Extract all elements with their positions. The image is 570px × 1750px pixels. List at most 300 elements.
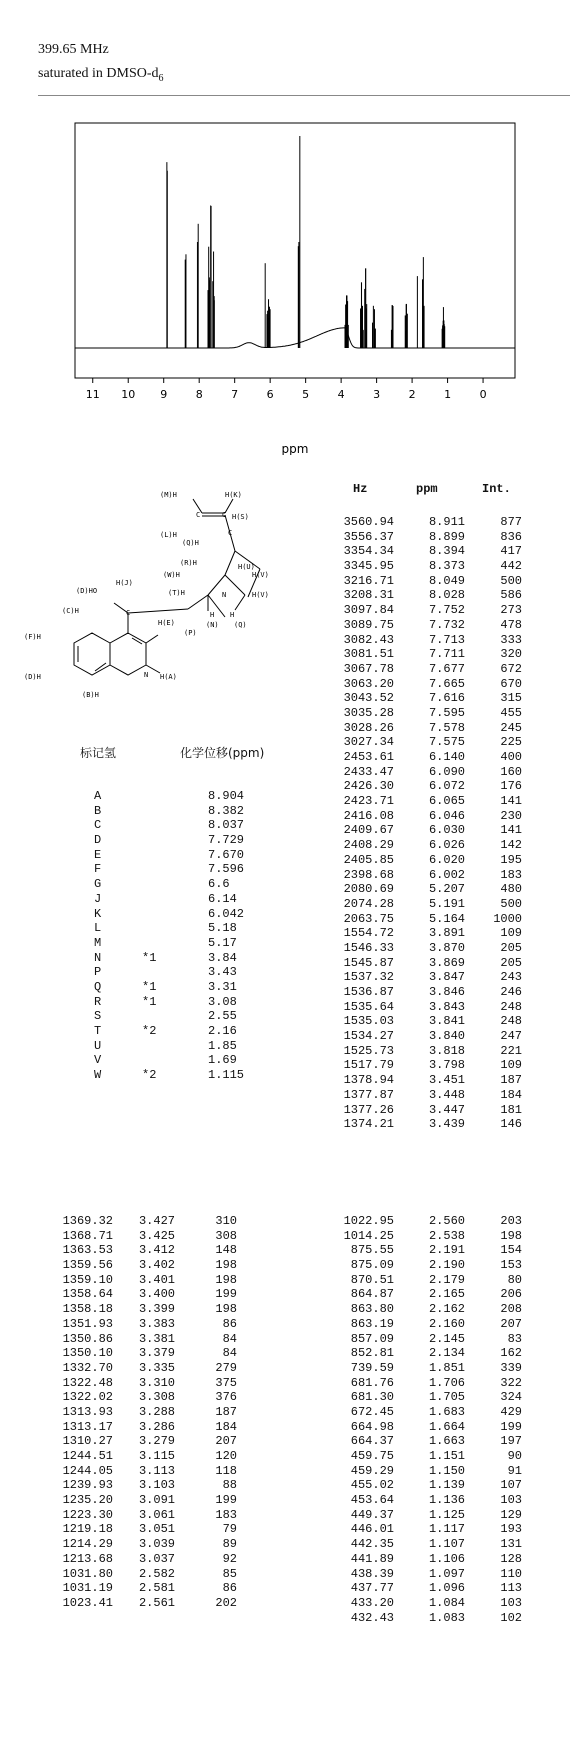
peak-ppm: 1.683 — [428, 1404, 465, 1419]
assignment-header-label: 标记氢 — [80, 746, 117, 760]
hydrogen-label: T — [94, 1024, 102, 1038]
peak-ppm: 3.288 — [138, 1404, 175, 1419]
peak-ppm: 3.401 — [138, 1272, 175, 1287]
peak-hz: 864.87 — [350, 1287, 394, 1302]
peak-row — [0, 1508, 570, 1523]
peak-row — [0, 544, 570, 559]
hydrogen-label: D — [94, 833, 102, 848]
peak-hz: 870.51 — [350, 1272, 394, 1287]
peak-intensity: 141 — [500, 794, 522, 809]
peak-ppm: 7.616 — [428, 691, 465, 706]
peak-row — [0, 1449, 570, 1464]
peak-hz: 3354.34 — [343, 544, 394, 559]
peak-row — [0, 838, 570, 853]
peak-intensity: 176 — [500, 779, 522, 794]
peak-intensity: 162 — [500, 1346, 522, 1361]
peak-ppm: 7.578 — [428, 720, 465, 735]
atom-label: (W)H — [163, 571, 180, 579]
header-divider — [38, 95, 570, 96]
hydrogen-label: R — [94, 994, 102, 1009]
peak-row — [0, 1000, 570, 1015]
peak-row — [0, 1014, 570, 1029]
peak-hz: 2398.68 — [343, 867, 394, 882]
peak-intensity: 320 — [500, 647, 522, 662]
peak-row — [0, 706, 570, 721]
peak-hz: 3216.71 — [343, 573, 394, 588]
peak-ppm: 1.136 — [428, 1493, 465, 1508]
peak-intensity: 248 — [500, 1014, 522, 1029]
peak-row — [0, 530, 570, 545]
peak-ppm: 2.162 — [428, 1302, 465, 1317]
peak-ppm: 1.096 — [428, 1581, 465, 1596]
peak-row — [0, 882, 570, 897]
peak-hz: 875.55 — [350, 1243, 394, 1258]
peak-hz: 1534.27 — [343, 1029, 394, 1044]
peak-intensity: 500 — [500, 573, 522, 588]
peak-hz: 3556.37 — [343, 529, 394, 544]
peak-intensity: 84 — [222, 1331, 237, 1346]
peak-intensity: 83 — [507, 1331, 522, 1346]
peak-ppm: 3.447 — [428, 1102, 465, 1117]
peak-intensity: 184 — [215, 1419, 237, 1434]
peak-row — [0, 1044, 570, 1059]
atom-label: H(A) — [160, 673, 177, 681]
peak-row — [0, 941, 570, 956]
peak-hz: 2453.61 — [343, 750, 394, 764]
peak-row — [0, 1346, 570, 1361]
peak-row — [0, 1390, 570, 1405]
peak-ppm: 3.379 — [138, 1346, 175, 1361]
x-axis-label: ppm — [281, 442, 309, 455]
peak-row — [0, 647, 570, 662]
peak-hz: 1322.02 — [62, 1390, 113, 1405]
peak-table-1 — [0, 515, 570, 1132]
peak-hz: 1350.10 — [62, 1346, 113, 1361]
chemical-shift: 3.08 — [208, 994, 237, 1009]
atom-label: C — [196, 511, 201, 519]
chemical-shift: 6.042 — [208, 906, 245, 921]
peak-row — [0, 1567, 570, 1582]
peak-intensity: 322 — [500, 1375, 522, 1390]
peak-ppm: 3.335 — [138, 1360, 175, 1375]
peak-hz: 1374.21 — [343, 1117, 394, 1132]
peak-hz: 1358.18 — [62, 1302, 113, 1317]
peak-hz: 2416.08 — [343, 808, 394, 823]
peak-row — [0, 1243, 570, 1258]
peak-intensity: 246 — [500, 985, 522, 999]
peak-hz: 438.39 — [350, 1566, 394, 1581]
peak-hz: 1244.51 — [62, 1449, 113, 1463]
peak-row — [0, 1434, 570, 1449]
peak-ppm: 3.061 — [138, 1507, 175, 1522]
peak-intensity: 315 — [500, 691, 522, 706]
chemical-shift: 8.382 — [208, 803, 245, 818]
chemical-shift: 8.037 — [208, 818, 245, 833]
peak-row — [0, 1537, 570, 1552]
peak-ppm: 3.115 — [138, 1449, 175, 1463]
peak-intensity: 102 — [500, 1610, 522, 1625]
peak-hz: 1022.95 — [343, 1214, 394, 1228]
peak-row — [0, 735, 570, 750]
peak-intensity: 205 — [500, 955, 522, 970]
peak-intensity: 129 — [500, 1507, 522, 1522]
chemical-shift: 7.729 — [208, 833, 245, 848]
peak-intensity: 243 — [500, 970, 522, 985]
peak-intensity: 877 — [500, 515, 522, 529]
peak-row — [0, 1273, 570, 1288]
peak-ppm: 3.286 — [138, 1419, 175, 1434]
atom-label: H(U) — [238, 563, 255, 571]
peak-row — [0, 1058, 570, 1073]
peak-hz: 3208.31 — [343, 588, 394, 603]
peak-intensity: 193 — [500, 1522, 522, 1537]
x-tick-label: 11 — [85, 388, 100, 401]
peak-hz: 442.35 — [350, 1537, 394, 1552]
peak-hz: 1213.68 — [62, 1551, 113, 1566]
chemical-shift: 6.14 — [208, 891, 237, 906]
peak-hz: 2426.30 — [343, 779, 394, 794]
peak-ppm: 1.706 — [428, 1375, 465, 1390]
peak-ppm: 3.439 — [428, 1117, 465, 1132]
peak-intensity: 148 — [215, 1243, 237, 1258]
peak-ppm: 8.899 — [428, 529, 465, 544]
peak-row — [0, 970, 570, 985]
peak-hz: 1546.33 — [343, 940, 394, 955]
peak-hz: 681.30 — [350, 1390, 394, 1405]
peak-ppm: 3.843 — [428, 999, 465, 1014]
peak-intensity: 120 — [215, 1449, 237, 1463]
peak-ppm: 1.107 — [428, 1537, 465, 1552]
peak-hz: 1537.32 — [343, 970, 394, 985]
peak-hz: 1545.87 — [343, 955, 394, 970]
peak-intensity: 339 — [500, 1360, 522, 1375]
atom-label: (T)H — [168, 589, 185, 597]
atom-label: C — [228, 529, 233, 537]
x-tick-label: 5 — [302, 388, 310, 401]
peak-row — [0, 1361, 570, 1376]
atom-label: (D)H — [24, 673, 41, 681]
peak-ppm: 3.399 — [138, 1302, 175, 1317]
peak-intensity: 160 — [500, 764, 522, 779]
peak-intensity: 113 — [500, 1581, 522, 1596]
peak-hz: 852.81 — [350, 1346, 394, 1361]
peak-ppm: 8.028 — [428, 588, 465, 603]
peak-hz: 664.37 — [350, 1434, 394, 1449]
peak-row — [0, 794, 570, 809]
peak-row — [0, 1420, 570, 1435]
peak-ppm: 8.911 — [428, 515, 465, 529]
peak-ppm: 6.002 — [428, 867, 465, 882]
peak-intensity: 333 — [500, 632, 522, 647]
peak-ppm: 3.425 — [138, 1228, 175, 1243]
peak-hz: 3560.94 — [343, 515, 394, 529]
peak-ppm: 3.308 — [138, 1390, 175, 1405]
atom-label: (F)H — [24, 633, 41, 641]
hydrogen-label: L — [94, 921, 102, 936]
peak-intensity: 247 — [500, 1029, 522, 1044]
peak-ppm: 8.373 — [428, 559, 465, 574]
peak-ppm: 1.150 — [428, 1463, 465, 1478]
peak-row — [0, 809, 570, 824]
plot-frame — [75, 123, 515, 378]
peak-row — [0, 1317, 570, 1332]
peak-row — [0, 1258, 570, 1273]
peak-hz: 1014.25 — [343, 1228, 394, 1243]
peak-ppm: 1.705 — [428, 1390, 465, 1405]
peak-intensity: 187 — [215, 1404, 237, 1419]
peak-intensity: 230 — [500, 808, 522, 823]
peak-intensity: 128 — [500, 1551, 522, 1566]
peak-ppm: 3.103 — [138, 1478, 175, 1493]
assignment-note: *2 — [142, 1024, 157, 1038]
peak-ppm: 8.394 — [428, 544, 465, 559]
peak-hz: 441.89 — [350, 1551, 394, 1566]
peak-intensity: 198 — [215, 1272, 237, 1287]
peak-hz: 2433.47 — [343, 764, 394, 779]
peak-table-3 — [0, 1214, 570, 1625]
peak-row — [0, 1581, 570, 1596]
peak-ppm: 1.097 — [428, 1566, 465, 1581]
peak-hz: 739.59 — [350, 1360, 394, 1375]
peak-intensity: 273 — [500, 603, 522, 618]
peak-hz: 1535.64 — [343, 999, 394, 1014]
peak-hz: 3028.26 — [343, 720, 394, 735]
peak-intensity: 103 — [500, 1595, 522, 1610]
peak-ppm: 7.665 — [428, 676, 465, 691]
hydrogen-label: J — [94, 891, 102, 906]
chemical-shift: 6.6 — [208, 877, 230, 892]
hydrogen-label: F — [94, 862, 102, 877]
peak-ppm: 3.051 — [138, 1522, 175, 1537]
peak-row — [0, 1103, 570, 1118]
peak-ppm: 3.383 — [138, 1316, 175, 1331]
peak-hz: 1235.20 — [62, 1493, 113, 1508]
peak-row — [0, 1029, 570, 1044]
peak-intensity: 153 — [500, 1258, 522, 1273]
peak-intensity: 183 — [215, 1507, 237, 1522]
peak-hz: 1378.94 — [343, 1073, 394, 1088]
peak-intensity: 417 — [500, 544, 522, 559]
peak-intensity: 205 — [500, 940, 522, 955]
peak-row — [0, 515, 570, 530]
hydrogen-label: Q — [94, 979, 102, 994]
peak-ppm: 2.145 — [428, 1331, 465, 1346]
peak-intensity: 248 — [500, 999, 522, 1014]
peak-intensity: 1000 — [493, 911, 522, 926]
peak-row — [0, 1611, 570, 1626]
peak-hz: 1377.26 — [343, 1102, 394, 1117]
atom-label: (D)HO — [76, 587, 98, 595]
peak-table-header-int: Int. — [482, 482, 511, 496]
peak-hz: 1351.93 — [62, 1316, 113, 1331]
peak-ppm: 1.664 — [428, 1419, 465, 1434]
chemical-shift: 2.55 — [208, 1009, 237, 1024]
peak-intensity: 131 — [500, 1537, 522, 1552]
peak-intensity: 197 — [500, 1434, 522, 1449]
peak-ppm: 1.084 — [428, 1595, 465, 1610]
peak-hz: 2080.69 — [343, 882, 394, 897]
peak-ppm: 2.191 — [428, 1243, 465, 1258]
peak-row — [0, 853, 570, 868]
x-tick-label: 9 — [160, 388, 168, 401]
peak-ppm: 6.072 — [428, 779, 465, 794]
peak-hz: 3097.84 — [343, 603, 394, 618]
peak-intensity: 836 — [500, 529, 522, 544]
peak-ppm: 6.026 — [428, 838, 465, 853]
chemical-shift: 1.85 — [208, 1038, 237, 1053]
peak-ppm: 3.400 — [138, 1287, 175, 1302]
hydrogen-label: A — [94, 789, 102, 803]
peak-ppm: 3.427 — [138, 1214, 175, 1228]
peak-ppm: 2.582 — [138, 1566, 175, 1581]
peak-ppm: 7.732 — [428, 617, 465, 632]
peak-hz: 2409.67 — [343, 823, 394, 838]
peak-hz: 1369.32 — [62, 1214, 113, 1228]
peak-hz: 2405.85 — [343, 852, 394, 867]
peak-row — [0, 823, 570, 838]
peak-row — [0, 618, 570, 633]
peak-ppm: 3.840 — [428, 1029, 465, 1044]
x-axis-ticks — [86, 378, 487, 401]
chemical-shift: 5.18 — [208, 921, 237, 936]
peak-hz: 1023.41 — [62, 1595, 113, 1610]
peak-row — [0, 897, 570, 912]
peak-hz: 1368.71 — [62, 1228, 113, 1243]
peak-row — [0, 559, 570, 574]
peak-intensity: 118 — [215, 1463, 237, 1478]
peak-ppm: 1.851 — [428, 1360, 465, 1375]
peak-intensity: 184 — [500, 1087, 522, 1102]
peak-intensity: 586 — [500, 588, 522, 603]
peak-hz: 3082.43 — [343, 632, 394, 647]
peak-ppm: 7.575 — [428, 735, 465, 750]
hydrogen-label: U — [94, 1038, 102, 1053]
peak-ppm: 7.752 — [428, 603, 465, 618]
peak-row — [0, 1229, 570, 1244]
peak-hz: 863.19 — [350, 1316, 394, 1331]
peak-row — [0, 588, 570, 603]
baseline-trace — [75, 328, 515, 348]
peak-hz: 1332.70 — [62, 1360, 113, 1375]
atom-label: (C)H — [62, 607, 79, 615]
peak-hz: 1517.79 — [343, 1058, 394, 1073]
peak-ppm: 3.869 — [428, 955, 465, 970]
peak-row — [0, 1302, 570, 1317]
peak-ppm: 2.560 — [428, 1214, 465, 1228]
peak-row — [0, 677, 570, 692]
hydrogen-label: G — [94, 877, 102, 892]
peak-hz: 453.64 — [350, 1493, 394, 1508]
peak-hz: 3043.52 — [343, 691, 394, 706]
assignment-header-shift: 化学位移(ppm) — [180, 746, 265, 760]
peak-hz: 3089.75 — [343, 617, 394, 632]
peak-intensity: 375 — [215, 1375, 237, 1390]
peak-ppm: 7.713 — [428, 632, 465, 647]
peak-hz: 433.20 — [350, 1595, 394, 1610]
x-tick-label: 6 — [266, 388, 274, 401]
peak-row — [0, 765, 570, 780]
peak-intensity: 142 — [500, 838, 522, 853]
peak-intensity: 199 — [215, 1287, 237, 1302]
hydrogen-label: M — [94, 935, 102, 950]
peak-row — [0, 1088, 570, 1103]
peak-row — [0, 985, 570, 1000]
atom-label: (Q)H — [182, 539, 199, 547]
peak-intensity: 198 — [500, 1228, 522, 1243]
peak-hz: 1214.29 — [62, 1537, 113, 1552]
solvent-text: saturated in DMSO-d — [38, 66, 159, 81]
peak-ppm: 6.046 — [428, 808, 465, 823]
peak-ppm: 2.160 — [428, 1316, 465, 1331]
peak-row — [0, 1117, 570, 1132]
peak-ppm: 6.020 — [428, 852, 465, 867]
x-tick-label: 4 — [337, 388, 345, 401]
peak-intensity: 141 — [500, 823, 522, 838]
peak-hz: 1219.18 — [62, 1522, 113, 1537]
peak-row — [0, 1376, 570, 1391]
assignment-note: *2 — [142, 1068, 157, 1083]
hydrogen-label: N — [94, 950, 102, 965]
hydrogen-label: C — [94, 818, 102, 833]
peak-row — [0, 1073, 570, 1088]
peak-row — [0, 1478, 570, 1493]
chemical-shift: 3.84 — [208, 950, 237, 965]
peak-intensity: 107 — [500, 1478, 522, 1493]
peak-ppm: 5.207 — [428, 882, 465, 897]
peak-hz: 1239.93 — [62, 1478, 113, 1493]
peak-ppm: 3.279 — [138, 1434, 175, 1449]
peak-intensity: 400 — [500, 750, 522, 764]
peak-ppm: 1.663 — [428, 1434, 465, 1449]
peak-row — [0, 912, 570, 927]
peak-hz: 1223.30 — [62, 1507, 113, 1522]
peak-intensity: 198 — [215, 1258, 237, 1273]
peak-hz: 863.80 — [350, 1302, 394, 1317]
peak-row — [0, 574, 570, 589]
peak-hz: 1554.72 — [343, 926, 394, 941]
peak-intensity: 109 — [500, 1058, 522, 1073]
peak-hz: 664.98 — [350, 1419, 394, 1434]
peak-intensity: 198 — [215, 1302, 237, 1317]
atom-label: (N) — [206, 621, 219, 629]
atom-label: N — [222, 591, 227, 599]
peak-ppm: 3.402 — [138, 1258, 175, 1273]
x-tick-label: 2 — [408, 388, 416, 401]
x-tick-label: 0 — [479, 388, 487, 401]
peak-hz: 1244.05 — [62, 1463, 113, 1478]
peak-intensity: 208 — [500, 1302, 522, 1317]
x-tick-label: 7 — [231, 388, 239, 401]
peak-row — [0, 721, 570, 736]
chemical-shift: 7.596 — [208, 862, 245, 877]
peak-intensity: 86 — [222, 1316, 237, 1331]
atom-label: (M)H — [160, 491, 177, 499]
peak-hz: 2423.71 — [343, 794, 394, 809]
peak-intensity: 187 — [500, 1073, 522, 1088]
peak-hz: 1359.56 — [62, 1258, 113, 1273]
chemical-shift: 1.69 — [208, 1053, 237, 1068]
peak-intensity: 310 — [215, 1214, 237, 1228]
peak-row — [0, 1552, 570, 1567]
peak-row — [0, 956, 570, 971]
peak-hz: 2408.29 — [343, 838, 394, 853]
peak-intensity: 480 — [500, 882, 522, 897]
atom-label: (R)H — [180, 559, 197, 567]
peak-intensity: 670 — [500, 676, 522, 691]
peak-intensity: 207 — [215, 1434, 237, 1449]
atom-label: H(E) — [158, 619, 175, 627]
atom-label: H(J) — [116, 579, 133, 587]
